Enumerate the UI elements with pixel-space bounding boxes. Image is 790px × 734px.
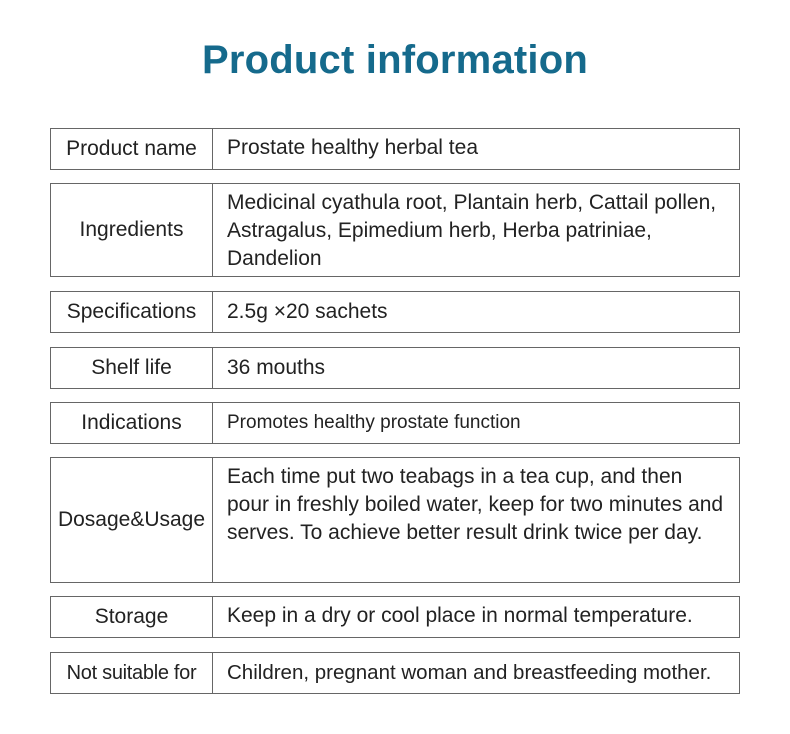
row-value-indications: Promotes healthy prostate function (227, 412, 521, 433)
row-value-shelf-life: 36 mouths (227, 356, 326, 379)
page-title: Product information (201, 38, 588, 82)
row-label-product-name: Product name (51, 129, 213, 169)
row-value-specifications: 2.5g ×20 sachets (227, 300, 388, 323)
row-label-shelf-life: Shelf life (51, 348, 213, 388)
row-label-specifications: Specifications (51, 292, 213, 332)
row-dosage-usage (50, 457, 740, 583)
row-label-not-suitable-for: Not suitable for (51, 653, 213, 693)
row-storage (50, 596, 740, 638)
row-label-ingredients: Ingredients (51, 184, 213, 276)
row-label-indications: Indications (51, 403, 213, 443)
row-ingredients (50, 183, 740, 277)
row-value-ingredients: Medicinal cyathula root, Plantain herb, Cattail pollen, Astragalus, Epimedium herb, Herba patriniae, Dandelion (227, 191, 717, 270)
row-shelf-life (50, 347, 740, 389)
row-specifications (50, 291, 740, 333)
row-indications (50, 402, 740, 444)
row-label-dosage-usage: Dosage&Usage (51, 458, 213, 582)
row-value-product-name: Prostate healthy herbal tea (227, 136, 478, 159)
row-value-storage: Keep in a dry or cool place in normal temperature. (227, 604, 693, 627)
row-product-name (50, 128, 740, 170)
row-value-dosage-usage: Each time put two teabags in a tea cup, and then pour in freshly boiled water, keep for two minutes and serves. To achieve better result drink twice per day. (227, 465, 724, 544)
row-value-not-suitable-for: Children, pregnant woman and breastfeeding mother. (227, 661, 712, 684)
row-label-storage: Storage (51, 597, 213, 637)
row-not-suitable-for (50, 652, 740, 694)
